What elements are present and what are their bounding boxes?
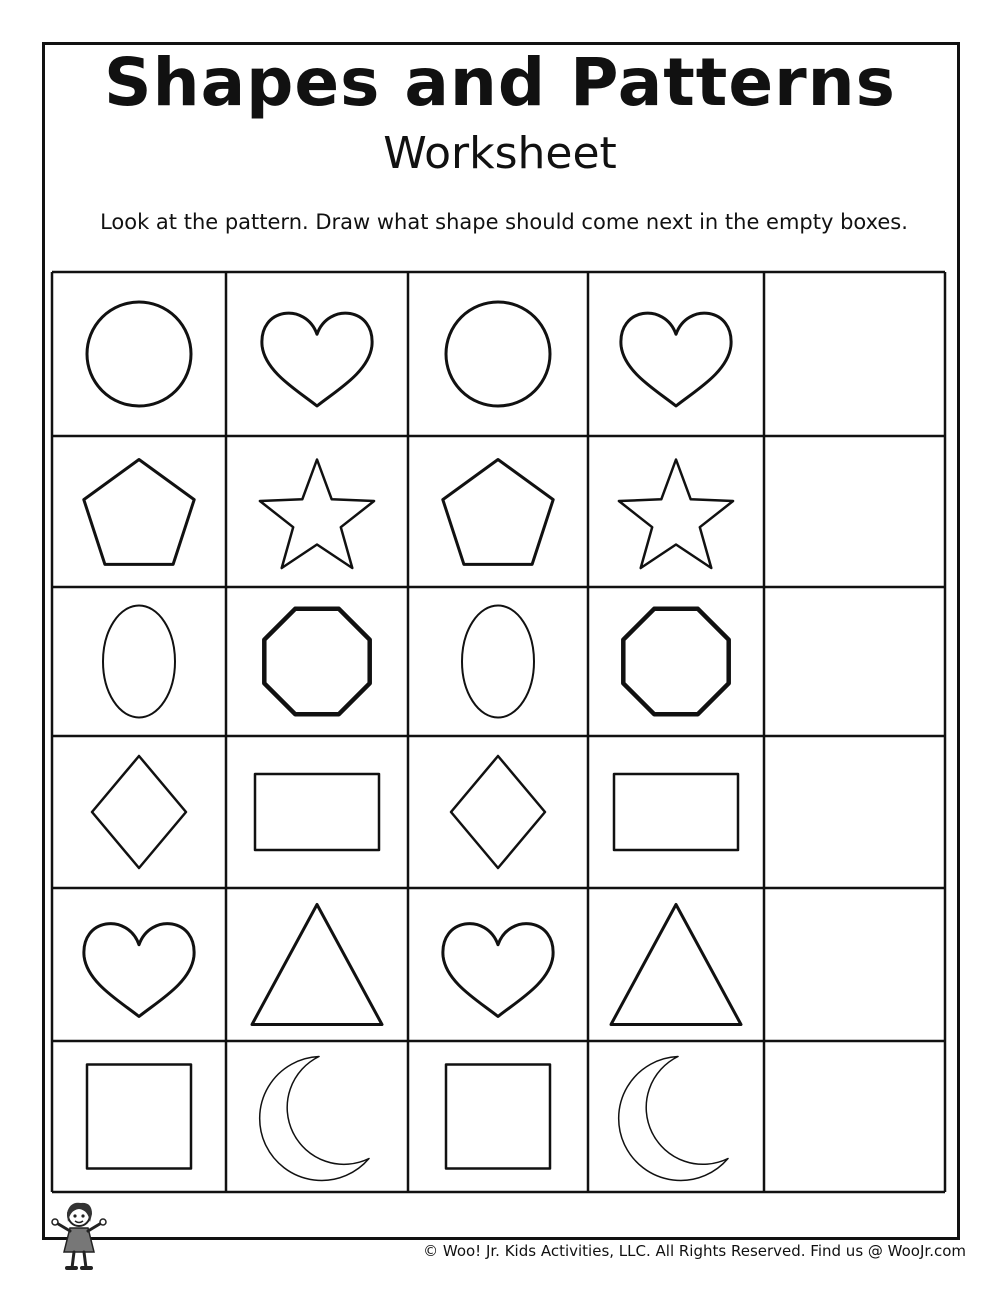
kid-mascot-icon <box>50 1198 108 1272</box>
answer-box[interactable] <box>766 438 943 585</box>
answer-box[interactable] <box>766 589 943 734</box>
answer-box[interactable] <box>766 274 943 434</box>
answer-box[interactable] <box>766 738 943 886</box>
worksheet-subtitle: Worksheet <box>383 128 617 179</box>
answer-box[interactable] <box>766 890 943 1039</box>
copyright-footer: © Woo! Jr. Kids Activities, LLC. All Rights Reserved. Find us @ WooJr.com <box>423 1242 966 1260</box>
worksheet-instructions: Look at the pattern. Draw what shape should come next in the empty boxes. <box>100 210 908 234</box>
answer-box[interactable] <box>766 1043 943 1190</box>
worksheet-title: Shapes and Patterns <box>104 44 896 121</box>
